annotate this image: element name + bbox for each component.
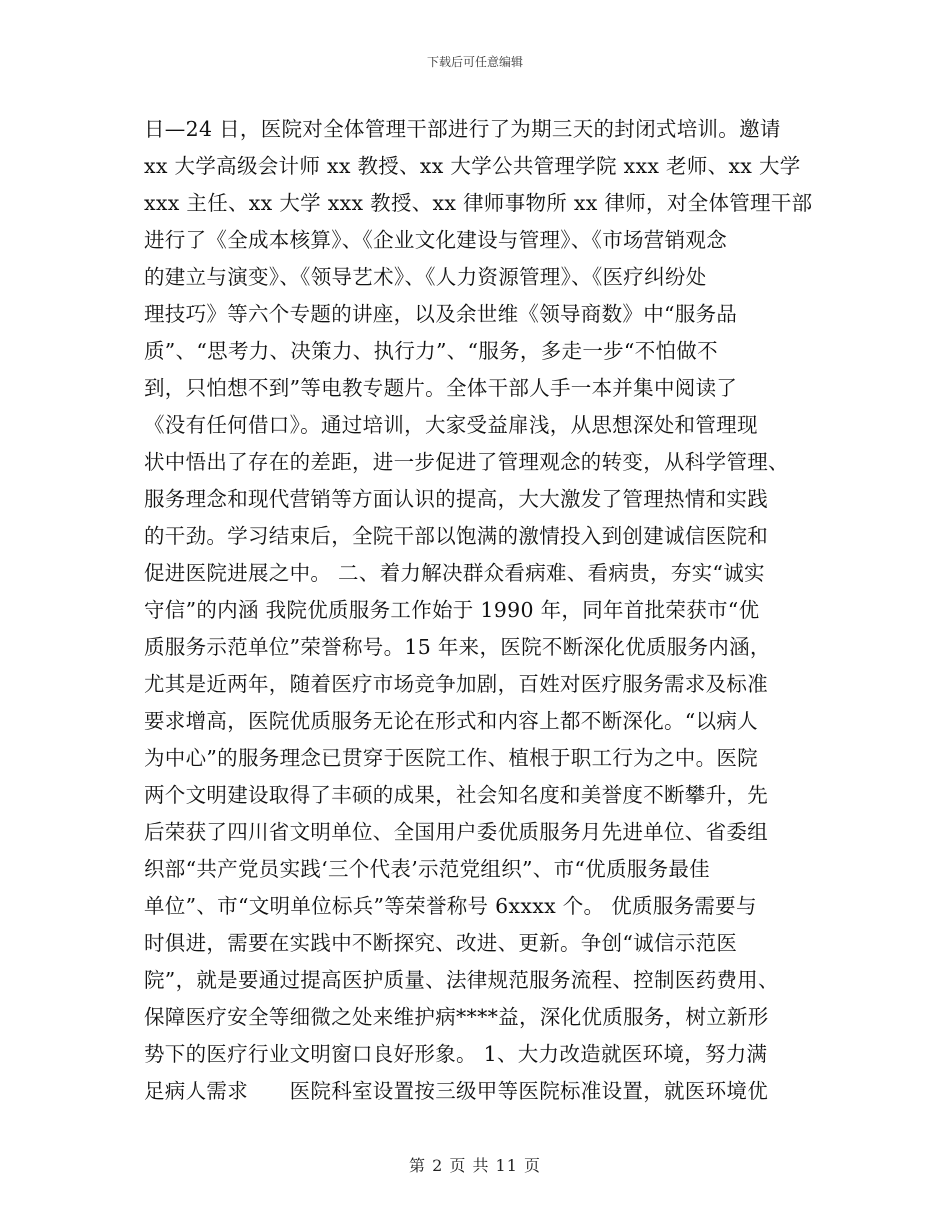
- body-line: 质服务示范单位”荣誉称号。15 年来，医院不断深化优质服务内涵，: [144, 635, 771, 659]
- page-number-footer: 第 2 页 共 11 页: [409, 1156, 541, 1175]
- body-line: 日—24 日，医院对全体管理干部进行了为期三天的封闭式培训。邀请: [144, 117, 781, 141]
- body-line: xxx 主任、xx 大学 xxx 教授、xx 律师事物所 xx 律师，对全体管理干部: [144, 191, 813, 215]
- body-line: 守信”的内涵 我院优质服务工作始于 1990 年，同年首批荣获市“优: [144, 598, 760, 622]
- document-body: [144, 111, 824, 1110]
- body-line: 到，只怕想不到”等电教专题片。全体干部人手一本并集中阅读了: [144, 376, 738, 400]
- body-line: 为中心”的服务理念已贯穿于医院工作、植根于职工行为之中。医院: [144, 746, 758, 770]
- body-line: 进行了《全成本核算》、《企业文化建设与管理》、《市场营销观念: [144, 228, 727, 252]
- body-line: 促进医院进展之中。 二、着力解决群众看病难、看病贵，夯实“诚实: [144, 561, 765, 585]
- body-line: 后荣获了四川省文明单位、全国用户委优质服务月先进单位、省委组: [144, 820, 768, 844]
- body-line: 的建立与演变》、《领导艺术》、《人力资源管理》、《医疗纠纷处: [144, 265, 707, 289]
- body-line: 的干劲。学习结束后，全院干部以饱满的激情投入到创建诚信医院和: [144, 524, 768, 548]
- body-line: 两个文明建设取得了丰硕的成果，社会知名度和美誉度不断攀升，先: [144, 783, 768, 807]
- body-line: 《没有任何借口》。通过培训，大家受益扉浅，从思想深处和管理现: [144, 413, 758, 437]
- body-line: 势下的医疗行业文明窗口良好形象。 1、大力改造就医环境，努力满: [144, 1042, 768, 1066]
- body-line: 服务理念和现代营销等方面认识的提高，大大激发了管理热情和实践: [144, 487, 768, 511]
- body-line: 理技巧》等六个专题的讲座，以及余世维《领导商数》中“服务品: [144, 302, 738, 326]
- body-line: xx 大学高级会计师 xx 教授、xx 大学公共管理学院 xxx 老师、xx 大学: [144, 154, 801, 178]
- body-line: 尤其是近两年，随着医疗市场竞争加剧，百姓对医疗服务需求及标准: [144, 672, 768, 696]
- body-line: 时俱进，需要在实践中不断探究、改进、更新。争创“诚信示范医: [144, 931, 738, 955]
- body-line: 院”，就是要通过提高医护质量、法律规范服务流程、控制医药费用、: [144, 968, 779, 992]
- body-line: 织部“共产党员实践‘三个代表’示范党组织”、市“优质服务最佳: [144, 857, 710, 881]
- body-line: 要求增高，医院优质服务无论在形式和内容上都不断深化。“以病人: [144, 709, 758, 733]
- body-line: 保障医疗安全等细微之处来维护病****益，深化优质服务，树立新形: [144, 1005, 769, 1029]
- body-line: 足病人需求 医院科室设置按三级甲等医院标准设置，就医环境优: [144, 1079, 768, 1103]
- body-line: 单位”、市“文明单位标兵”等荣誉称号 6xxxx 个。 优质服务需要与: [144, 894, 757, 918]
- body-line: 状中悟出了存在的差距，进一步促进了管理观念的转变，从科学管理、: [144, 450, 789, 474]
- page-header: 下载后可任意编辑: [426, 55, 523, 69]
- body-line: 质”、“思考力、决策力、执行力”、“服务，多走一步“不怕做不: [144, 339, 718, 363]
